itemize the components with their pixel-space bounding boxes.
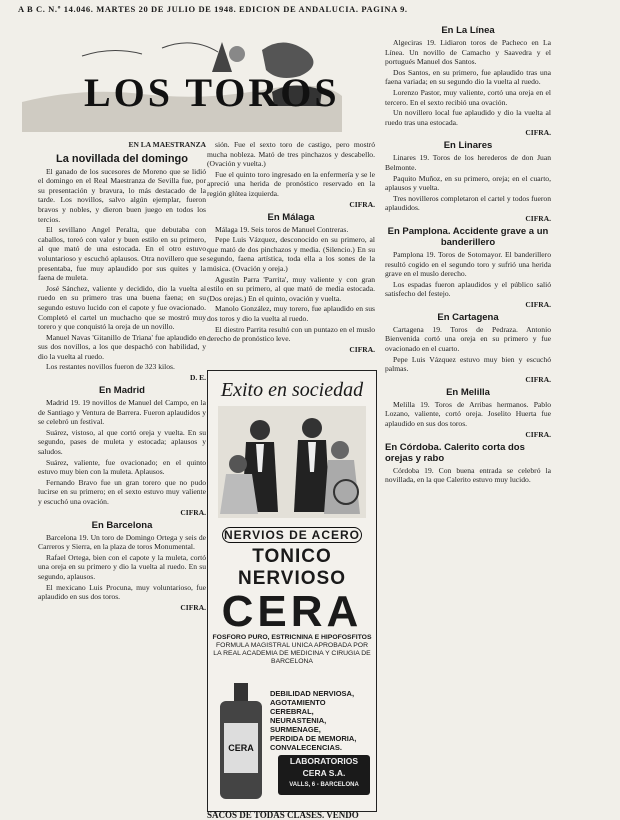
signature: CIFRA. (525, 429, 551, 439)
svg-text:CERA: CERA (228, 743, 254, 753)
ad-headline: Exito en sociedad (220, 379, 364, 401)
article-melilla: Melilla 19. Toros de Arribas hermanos. Pablo Lozano, valiente, cortó oreja. Joselito Huerta fue aplaudido en sus dos toros. (385, 399, 551, 429)
los-toros-banner (22, 32, 342, 132)
headline-malaga: En Málaga (267, 211, 315, 223)
signature: CIFRA. (525, 299, 551, 309)
article-novillada: El ganado de los sucesores de Moreno que se lidió el domingo en el Real Maestranza de Sevilla fue, por su presentación y bravura, lo más destacado de la tarde. Los novillos, salvo algún ejemplar, fueron bravos y nobles, y dieron buen juego en todos los tercios. El sevillano Angel Peralta, que debutaba con caballos, toreó con valor y buen estilo en su primero, al que mató de una estocada. En el otro estuvo voluntarioso y escuchó aplausos. Otra novillero que se presentaba, fue muy aplaudido por sus quites y la faena de muleta. José Sánchez, valiente y decidido, dio la vuelta al ruedo en su primero tras una buena faena; en su segundo estuvo lucido con el capote y fue ovacionado. Completó el cartel un muchacho que se mostró muy torero y que conquistó la oreja de un novillo. Manuel Navas 'Gitanillo de Triana' fue aplaudido en sus dos novillos, a los que despachó con habilidad, y dio la vuelta al ruedo. Los restantes novillos fueron de 323 kilos. (38, 166, 206, 372)
article-cartagena: Cartagena 19. Toros de Pedraza. Antonio Bienvenida cortó una oreja en su primero y fue ovacionado en el cuarto. Pepe Luis Vázquez estuvo muy bien y escuchó palmas. (385, 324, 551, 374)
headline-linares: En Linares (443, 140, 493, 152)
headline-pamplona: En Pamplona. Accidente grave a un banderillero (387, 225, 549, 248)
ad-nervios-badge: NERVIOS DE ACERO (223, 528, 361, 542)
ad-indications: DEBILIDAD NERVIOSA, AGOTAMIENTO CEREBRAL, NEURASTENIA, SURMENAGE, PERDIDA DE MEMORIA, CONVALECENCIAS. (270, 689, 357, 752)
article-madrid: Madrid 19. 19 novillos de Manuel del Campo, en la de Santiago y Ventura de Barrera. Fueron aplaudidos y se celebró un festival. Suárez, vistoso, al que cortó oreja y vuelta. En su segundo, pases de muleta y estocada; aplausos y saludos. Suárez, valiente, fue ovacionado; en el quinto estuvo muy bien con la muleta. Aplausos. Fernando Bravo fue un gran torero que no pudo lucirse en su primero; en el sexto estuvo muy valiente y escuchó una ovación. (38, 398, 206, 506)
page-header: A B C. N.º 14.046. MARTES 20 DE JULIO DE 1948. EDICION DE ANDALUCIA. PAGINA 9. (18, 4, 408, 14)
article-linares: Linares 19. Toros de los herederos de don Juan Belmonte. Paquito Muñoz, en su primero, oreja; en el cuarto, aplausos y vuelta. Tres novilleros completaron el cartel y todos fueron aplaudidos. (385, 153, 551, 213)
signature: D. E. (189, 373, 206, 383)
headline-barcelona: En Barcelona (91, 519, 153, 531)
bullfight-illustration (22, 32, 342, 132)
column-2 (207, 140, 375, 356)
signature: CIFRA. (349, 344, 375, 354)
column-1 (38, 140, 206, 614)
signature: CIFRA. (525, 128, 551, 138)
ad-formula-note: FORMULA MAGISTRAL UNICA APROBADA POR LA REAL ACADEMIA DE MEDICINA Y CIRUGIA DE BARCELONA (213, 642, 371, 665)
column-3 (385, 22, 551, 486)
headline-melilla: En Melilla (446, 386, 490, 398)
article-malaga: Málaga 19. Seis toros de Manuel Contreras. Pepe Luis Vázquez, desconocido en su primero, al que mató de dos pinchazos y media. (Silencio.) En su segundo, faena artística, toda ella a los sones de la música. (Ovación y oreja.) Agustín Parra 'Parrita', muy valiente y con gran estilo en su primero, al que mató de media estocada. (Dos orejas.) En el quinto, ovación y vuelta. Manolo González, muy torero, fue aplaudido en sus dos toros y dio la vuelta al ruedo. El diestro Parrita resultó con un puntazo en el muslo derecho de pronóstico leve. (207, 224, 375, 344)
classified-ad-line: SACOS DE TODAS CLASES. VENDO (207, 810, 359, 820)
banner-title: LOS TOROS (84, 70, 340, 115)
signature: CIFRA. (180, 507, 206, 517)
signature: CIFRA. (525, 213, 551, 223)
society-couples-illustration (208, 402, 376, 522)
article-pamplona: Pamplona 19. Toros de Sotomayor. El banderillero resultó cogido en el segundo toro y sufrió una herida grave en el muslo derecho. Los espadas fueron aplaudidos y el público salió satisfecho del festejo. (385, 249, 551, 299)
signature: CIFRA. (525, 374, 551, 384)
article-cordoba: Córdoba 19. Con buena entrada se celebró la novillada, en la que Calerito estuvo muy lucido. (385, 465, 551, 485)
article-la-linea: Algeciras 19. Lidiaron toros de Pacheco en La Línea. Un novillo de Camacho y Saavedra y el portugués Manuel dos Santos. Dos Santos, en su primero, fue aplaudido tras una faena variada; en su segundo dio la vuelta al ruedo. Lorenzo Pastor, muy valiente, cortó una oreja en el tercero. En el sexto recibió una ovación. Un novillero local fue aplaudido y dio la vuelta al ruedo tras una estocada. (385, 38, 551, 127)
headline-madrid: En Madrid (99, 385, 145, 397)
ad-brand-name: CERA (221, 587, 363, 636)
ad-laboratory-box: LABORATORIOS CERA S.A. VALLS, 6 - BARCELONA (278, 755, 370, 795)
article-barcelona: Barcelona 19. Un toro de Domingo Ortega y seis de Carreros y Sierra, en la plaza de toros Monumental. Rafael Ortega, bien con el capote y la muleta, cortó una oreja en su primero y dio la vuelta al ruedo. En su segundo, aplausos. El mexicano Luis Procuna, muy voluntarioso, fue aplaudido en sus dos toros. (38, 532, 206, 602)
headline-novillada: La novillada del domingo (55, 152, 188, 165)
signature: CIFRA. (180, 602, 206, 612)
headline-cartagena: En Cartagena (437, 311, 499, 323)
ad-tonico-title: TONICO NERVIOSO (238, 546, 346, 589)
signature: CIFRA. (349, 199, 375, 209)
tonic-bottle-icon (214, 683, 268, 803)
kicker: EN LA MAESTRANZA (128, 140, 206, 149)
article-continuation: sión. Fue el sexto toro de castigo, pero mostró mucha nobleza. Mató de tres pinchazos y descabello. (Ovación y vuelta.) Fue el quinto toro ingresado en la enfermería y se le apreció una herida de pronóstico reservado en la región glútea izquierda. (207, 140, 375, 198)
tonico-cera-advertisement (207, 370, 377, 812)
headline-la-linea: En La Línea (441, 25, 495, 36)
ad-formula: FOSFORO PURO, ESTRICNINA E HIPOFOSFITOS (212, 634, 372, 641)
headline-cordoba: En Córdoba. Calerito corta dos orejas y rabo (385, 441, 525, 464)
